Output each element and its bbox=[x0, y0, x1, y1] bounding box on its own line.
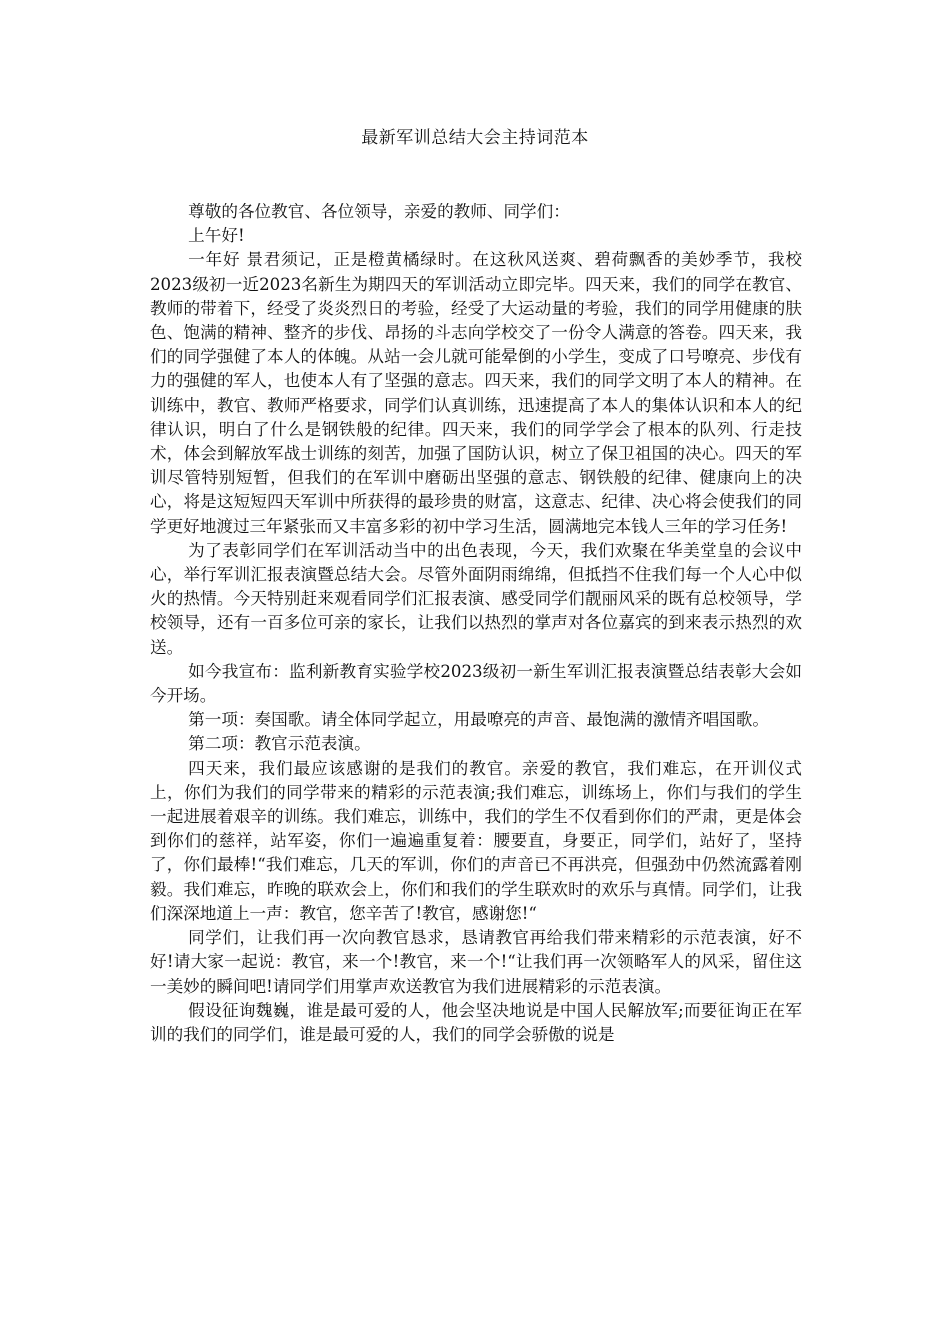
salutation-paragraph: 尊敬的各位教官、各位领导，亲爱的教师、同学们： bbox=[188, 202, 570, 221]
body-paragraph: 一年好 景君须记，正是橙黄橘绿时。在这秋风送爽、碧荷飘香的美妙季节，我校2023级初一近2023名新生为期四天的军训活动立即完毕。四天来，我们的同学在教官、教师的带着下，经受了炎炎烈日的考验，经受了大运动量的考验，我们的同学用健康的肤色、饱满的精神、整齐的步伐、昂扬的斗志向学校交了一份令人满意的答卷。四天来，我们的同学强健了本人的体魄。从站一会儿就可能晕倒的小学生，变成了口号嘹亮、步伐有力的强健的军人，也使本人有了坚强的意志。四天来，我们的同学文明了本人的精神。在训练中，教官、教师严格要求，同学们认真训练，迅速提高了本人的集体认识和本人的纪律认识，明白了什么是钢铁般的纪律。四天来，我们的同学学会了根本的队列、行走技术，体会到解放军战士训练的刻苦，加强了国防认识，树立了保卫祖国的决心。四天的军训尽管特别短暂，但我们的在军训中磨砺出坚强的意志、钢铁般的纪律、健康向上的决心，将是这短短四天军训中所获得的最珍贵的财富，这意志、纪律、决心将会使我们的同学更好地渡过三年紧张而又丰富多彩的初中学习生活，圆满地完本钱人三年的学习任务! bbox=[150, 250, 802, 536]
body-paragraph: 第二项：教官示范表演。 bbox=[188, 734, 371, 754]
body-paragraph: 同学们，让我们再一次向教官恳求，恳请教官再给我们带来精彩的示范表演，好不好!请大家一起说：教官，来一个!教官，来一个!“让我们再一次领略军人的风采，留住这一美妙的瞬间吧!请同学们用掌声欢送教官为我们进展精彩的示范表演。 bbox=[150, 928, 802, 996]
body-paragraph: 为了表彰同学们在军训活动当中的出色表现，今天，我们欢聚在华美堂皇的会议中心，举行军训汇报表演暨总结大会。尽管外面阴雨绵绵，但抵挡不住我们每一个人心中似火的热情。今天特别赶来观看同学们汇报表演、感受同学们靓丽风采的既有总校领导，学校领导，还有一百多位可亲的家长，让我们以热烈的掌声对各位嘉宾的到来表示热烈的欢送。 bbox=[150, 540, 802, 657]
body-paragraph: 假设征询魏巍，谁是最可爱的人，他会坚决地说是中国人民解放军;而要征询正在军训的我们的同学们，谁是最可爱的人，我们的同学会骄傲的说是 bbox=[150, 1000, 802, 1044]
document-body bbox=[150, 200, 802, 1047]
greeting-paragraph: 上午好! bbox=[188, 226, 245, 246]
body-paragraph: 第一项：奏国歌。请全体同学起立，用最嘹亮的声音、最饱满的激情齐唱国歌。 bbox=[188, 710, 769, 730]
body-paragraph: 四天来，我们最应该感谢的是我们的教官。亲爱的教官，我们难忘，在开训仪式上，你们为我们的同学带来的精彩的示范表演;我们难忘，训练场上，你们与我们的学生一起进展着艰辛的训练。我们难忘，训练中，我们的学生不仅看到你们的严肃，更是体会到你们的慈祥，站军姿，你们一遍遍重复着：腰要直，身要正，同学们，站好了，坚持了，你们最棒!“我们难忘，几天的军训，你们的声音已不再洪亮，但强劲中仍然流露着刚毅。我们难忘，昨晚的联欢会上，你们和我们的学生联欢时的欢乐与真情。同学们，让我们深深地道上一声：教官，您辛苦了!教官，感谢您!“ bbox=[150, 758, 802, 923]
document-title: 最新军训总结大会主持词范本 bbox=[361, 128, 589, 148]
body-paragraph: 如今我宣布：监利新教育实验学校2023级初一新生军训汇报表演暨总结表彰大会如今开场。 bbox=[150, 661, 802, 706]
